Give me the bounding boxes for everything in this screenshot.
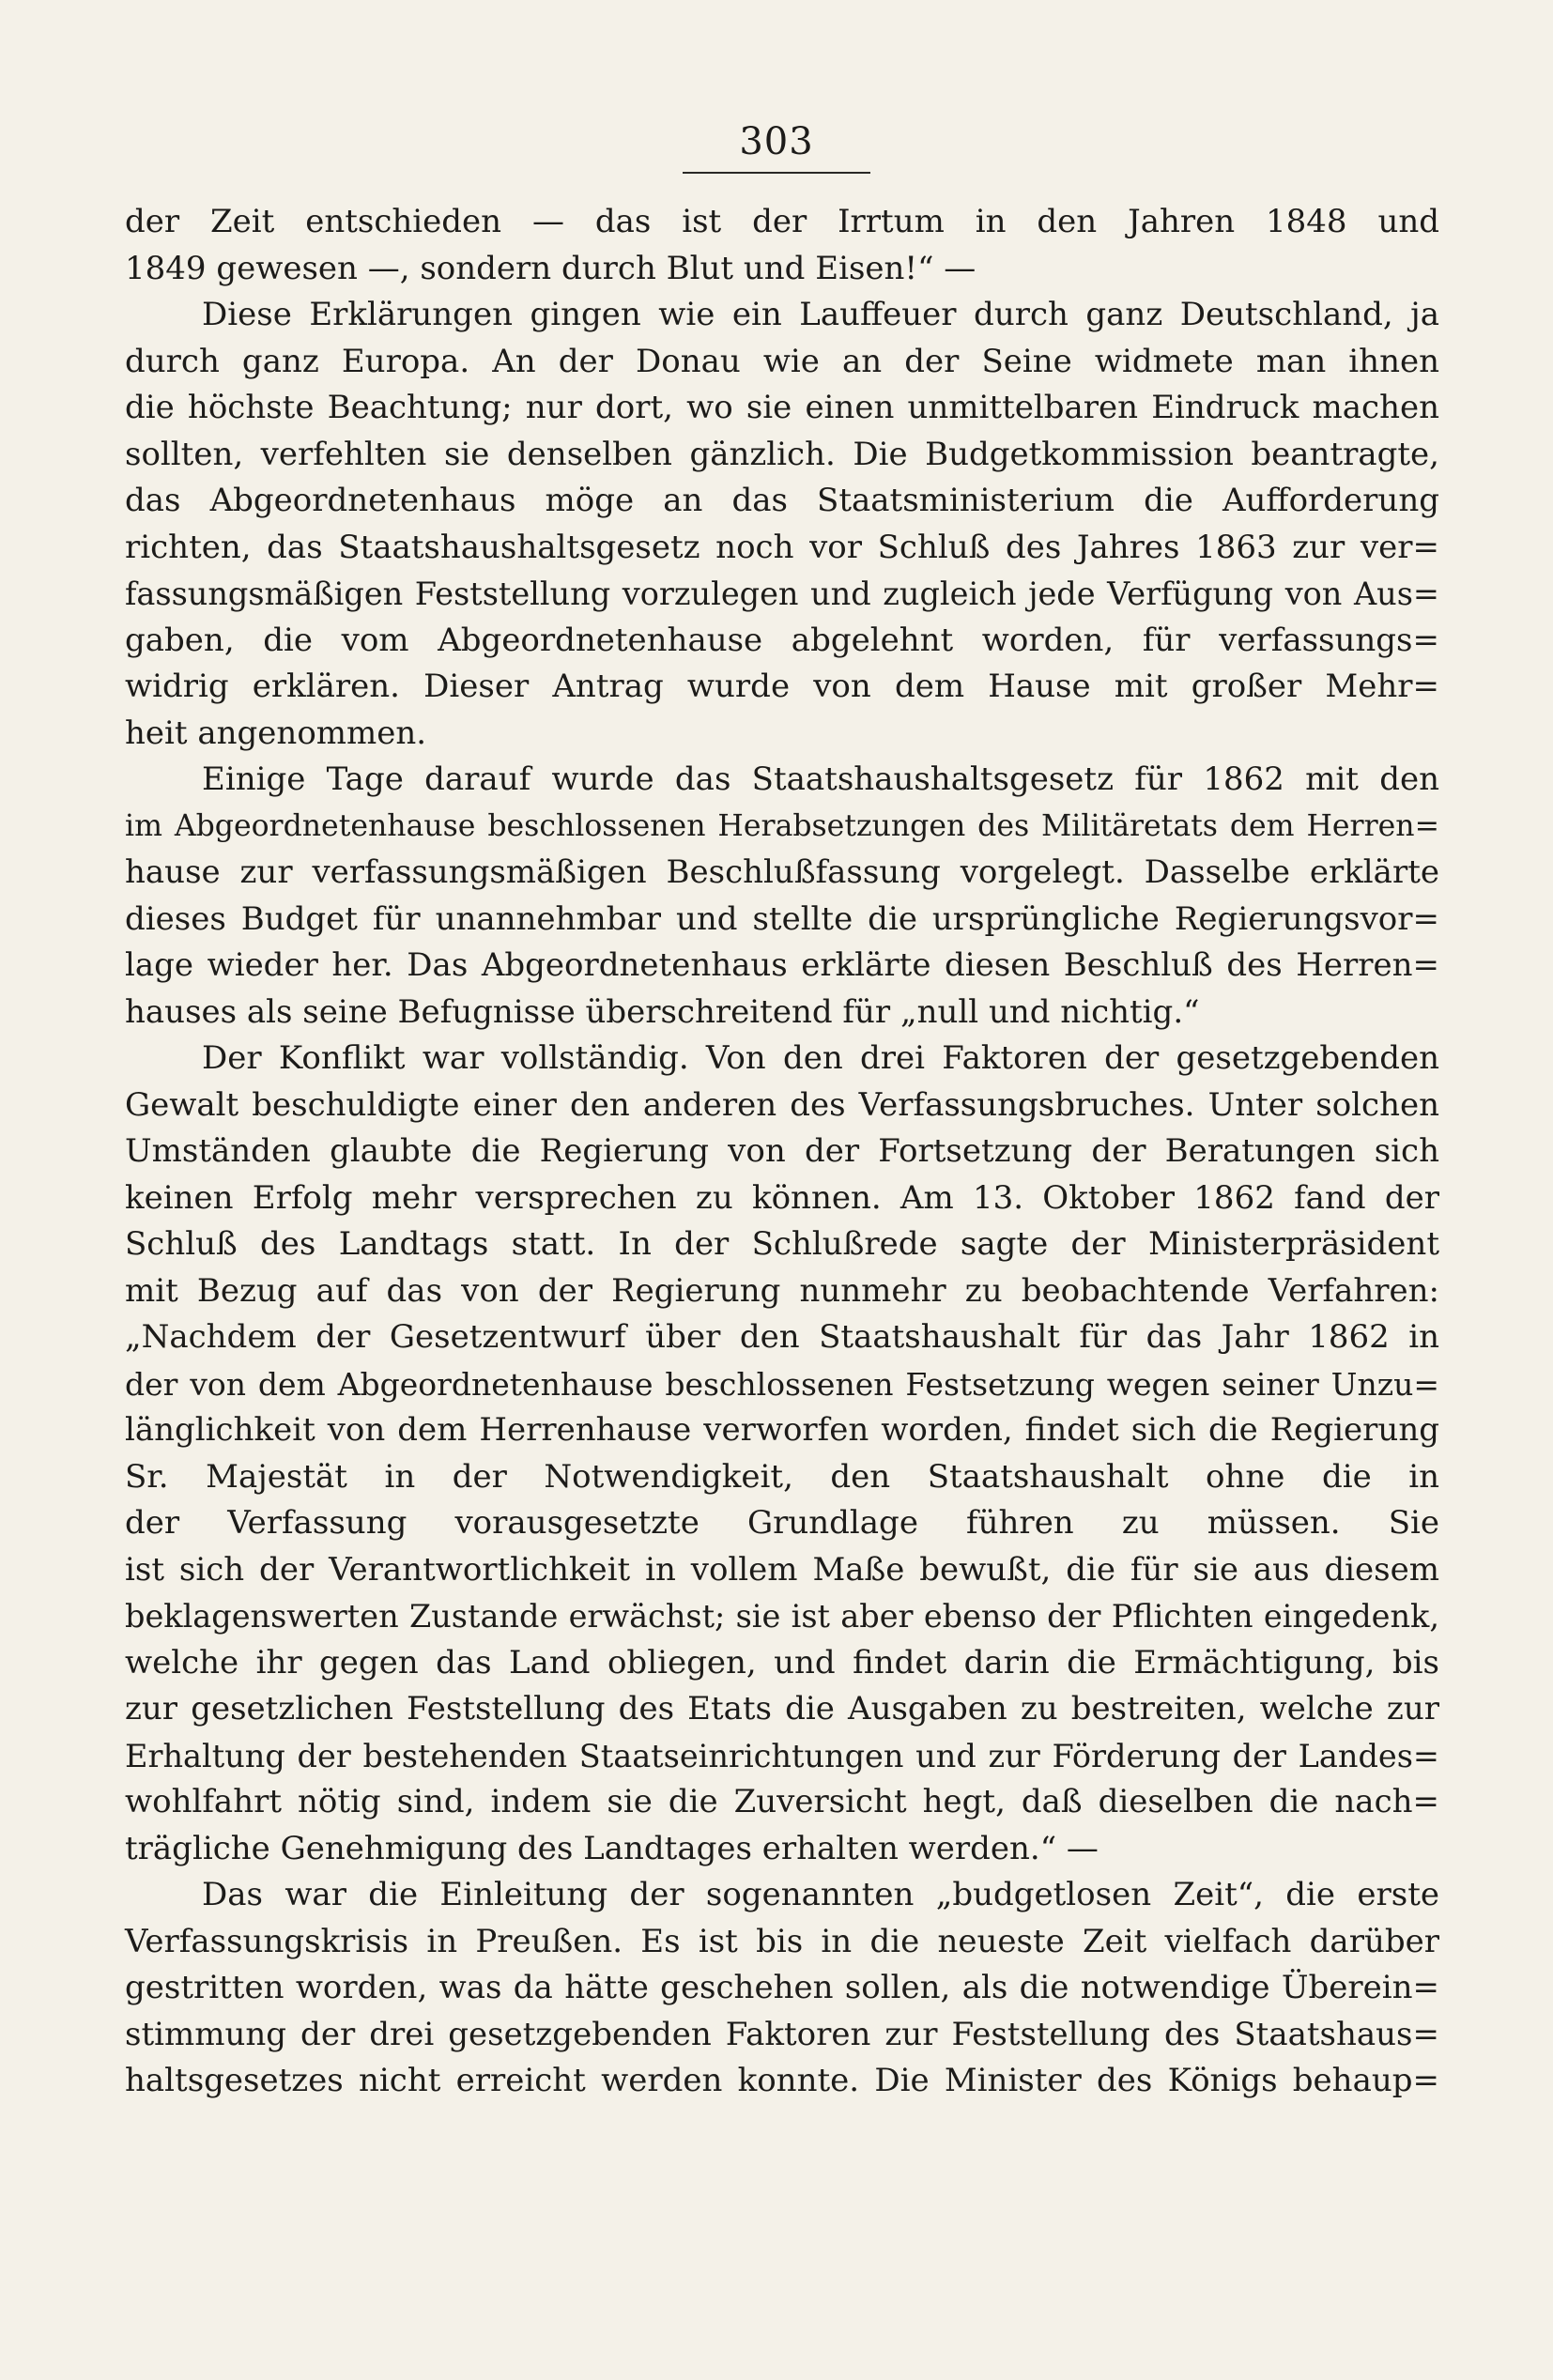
text-line: trägliche Genehmigung des Landtages erhalten werden.“ — bbox=[125, 1829, 1099, 1867]
text-line: das Abgeordnetenhaus möge an das Staatsministerium die Aufforderung bbox=[125, 482, 1439, 519]
text-line: welche ihr gegen das Land obliegen, und findet darin die Ermächtigung, bis bbox=[125, 1643, 1439, 1681]
header-rule bbox=[683, 172, 870, 174]
text-line: Verfassungskrisis in Preußen. Es ist bis in die neueste Zeit vielfach darüber bbox=[125, 1922, 1439, 1960]
text-line: richten, das Staatshaushaltsgesetz noch vor Schluß des Jahres 1863 zur ver= bbox=[125, 528, 1439, 566]
text-line: gaben, die vom Abgeordnetenhause abgelehnt worden, für verfassungs= bbox=[125, 621, 1439, 659]
paragraph-start-line: Diese Erklärungen gingen wie ein Lauffeuer durch ganz Deutschland, ja bbox=[202, 296, 1439, 333]
text-line: „Nachdem der Gesetzentwurf über den Staatshaushalt für das Jahr 1862 in bbox=[125, 1318, 1439, 1356]
text-line: fassungsmäßigen Feststellung vorzulegen und zugleich jede Verfügung von Aus= bbox=[125, 576, 1439, 612]
text-line: Umständen glaubte die Regierung von der Fortsetzung der Beratungen sich bbox=[125, 1132, 1439, 1170]
text-line: dieses Budget für unannehmbar und stellte die ursprüngliche Regierungsvor= bbox=[125, 899, 1439, 938]
text-line: Erhaltung der bestehenden Staatseinrichtungen und zur Förderung der Landes= bbox=[125, 1737, 1439, 1774]
text-line: haltsgesetzes nicht erreicht werden konnte. Die Minister des Königs behaup= bbox=[125, 2062, 1439, 2099]
text-line: lage wieder her. Das Abgeordnetenhaus erklärte diesen Beschluß des Herren= bbox=[125, 946, 1439, 984]
text-line: hause zur verfassungsmäßigen Beschlußfassung vorgelegt. Dasselbe erklärte bbox=[125, 853, 1439, 891]
text-line: die höchste Beachtung; nur dort, wo sie einen unmittelbaren Eindruck machen bbox=[125, 389, 1439, 426]
paragraph-start-line: Das war die Einleitung der sogenannten „budgetlosen Zeit“, die erste bbox=[202, 1876, 1439, 1913]
text-line: der von dem Abgeordnetenhause beschlossenen Festsetzung wegen seiner Unzu= bbox=[125, 1365, 1439, 1403]
page-number: 303 bbox=[739, 120, 814, 163]
paragraph-start-line: Der Konflikt war vollständig. Von den drei Faktoren der gesetzgebenden bbox=[202, 1039, 1439, 1077]
text-line: hauses als seine Befugnisse überschreitend für „null und nichtig.“ bbox=[125, 992, 1200, 1031]
text-line: Sr. Majestät in der Notwendigkeit, den Staatshaushalt ohne die in bbox=[125, 1457, 1439, 1496]
text-line: durch ganz Europa. An der Donau wie an der Seine widmete man ihnen bbox=[125, 342, 1439, 380]
text-line: im Abgeordnetenhause beschlossenen Herabsetzungen des Militäretats dem Herren= bbox=[125, 808, 1439, 843]
text-line: ist sich der Verantwortlichkeit in vollem Maße bewußt, die für sie aus diesem bbox=[125, 1550, 1439, 1589]
text-line: wohlfahrt nötig sind, indem sie die Zuversicht hegt, daß dieselben die nach= bbox=[125, 1783, 1439, 1820]
text-line: beklagenswerten Zustande erwächst; sie ist aber ebenso der Pflichten eingedenk, bbox=[125, 1598, 1439, 1635]
paragraph-start-line: Einige Tage darauf wurde das Staatshaushaltsgesetz für 1862 mit den bbox=[202, 760, 1439, 798]
text-line: länglichkeit von dem Herrenhause verworfen worden, findet sich die Regierung bbox=[125, 1411, 1439, 1449]
body-text bbox=[125, 199, 1439, 2105]
text-line: Schluß des Landtags statt. In der Schlußrede sagte der Ministerpräsident bbox=[125, 1225, 1439, 1263]
text-line: mit Bezug auf das von der Regierung nunmehr zu beobachtende Verfahren: bbox=[125, 1271, 1439, 1310]
text-line: heit angenommen. bbox=[125, 714, 427, 752]
text-line: stimmung der drei gesetzgebenden Faktoren zur Feststellung des Staatshaus= bbox=[125, 2015, 1439, 2053]
text-line: der Verfassung vorausgesetzte Grundlage führen zu müssen. Sie bbox=[125, 1504, 1439, 1542]
text-line: widrig erklären. Dieser Antrag wurde von dem Hause mit großer Mehr= bbox=[125, 668, 1439, 705]
text-line: Gewalt beschuldigte einer den anderen des Verfassungsbruches. Unter solchen bbox=[125, 1085, 1439, 1124]
text-line: zur gesetzlichen Feststellung des Etats die Ausgaben zu bestreiten, welche zur bbox=[125, 1690, 1439, 1727]
text-line: der Zeit entschieden — das ist der Irrtum in den Jahren 1848 und bbox=[125, 203, 1439, 240]
text-line: 1849 gewesen —, sondern durch Blut und Eisen!“ — bbox=[125, 249, 976, 287]
text-line: keinen Erfolg mehr versprechen zu können. Am 13. Oktober 1862 fand der bbox=[125, 1178, 1439, 1217]
text-line: gestritten worden, was da hätte geschehen sollen, als die notwendige Überein= bbox=[125, 1969, 1439, 2006]
text-line: sollten, verfehlten sie denselben gänzlich. Die Budgetkommission beantragte, bbox=[125, 435, 1439, 473]
